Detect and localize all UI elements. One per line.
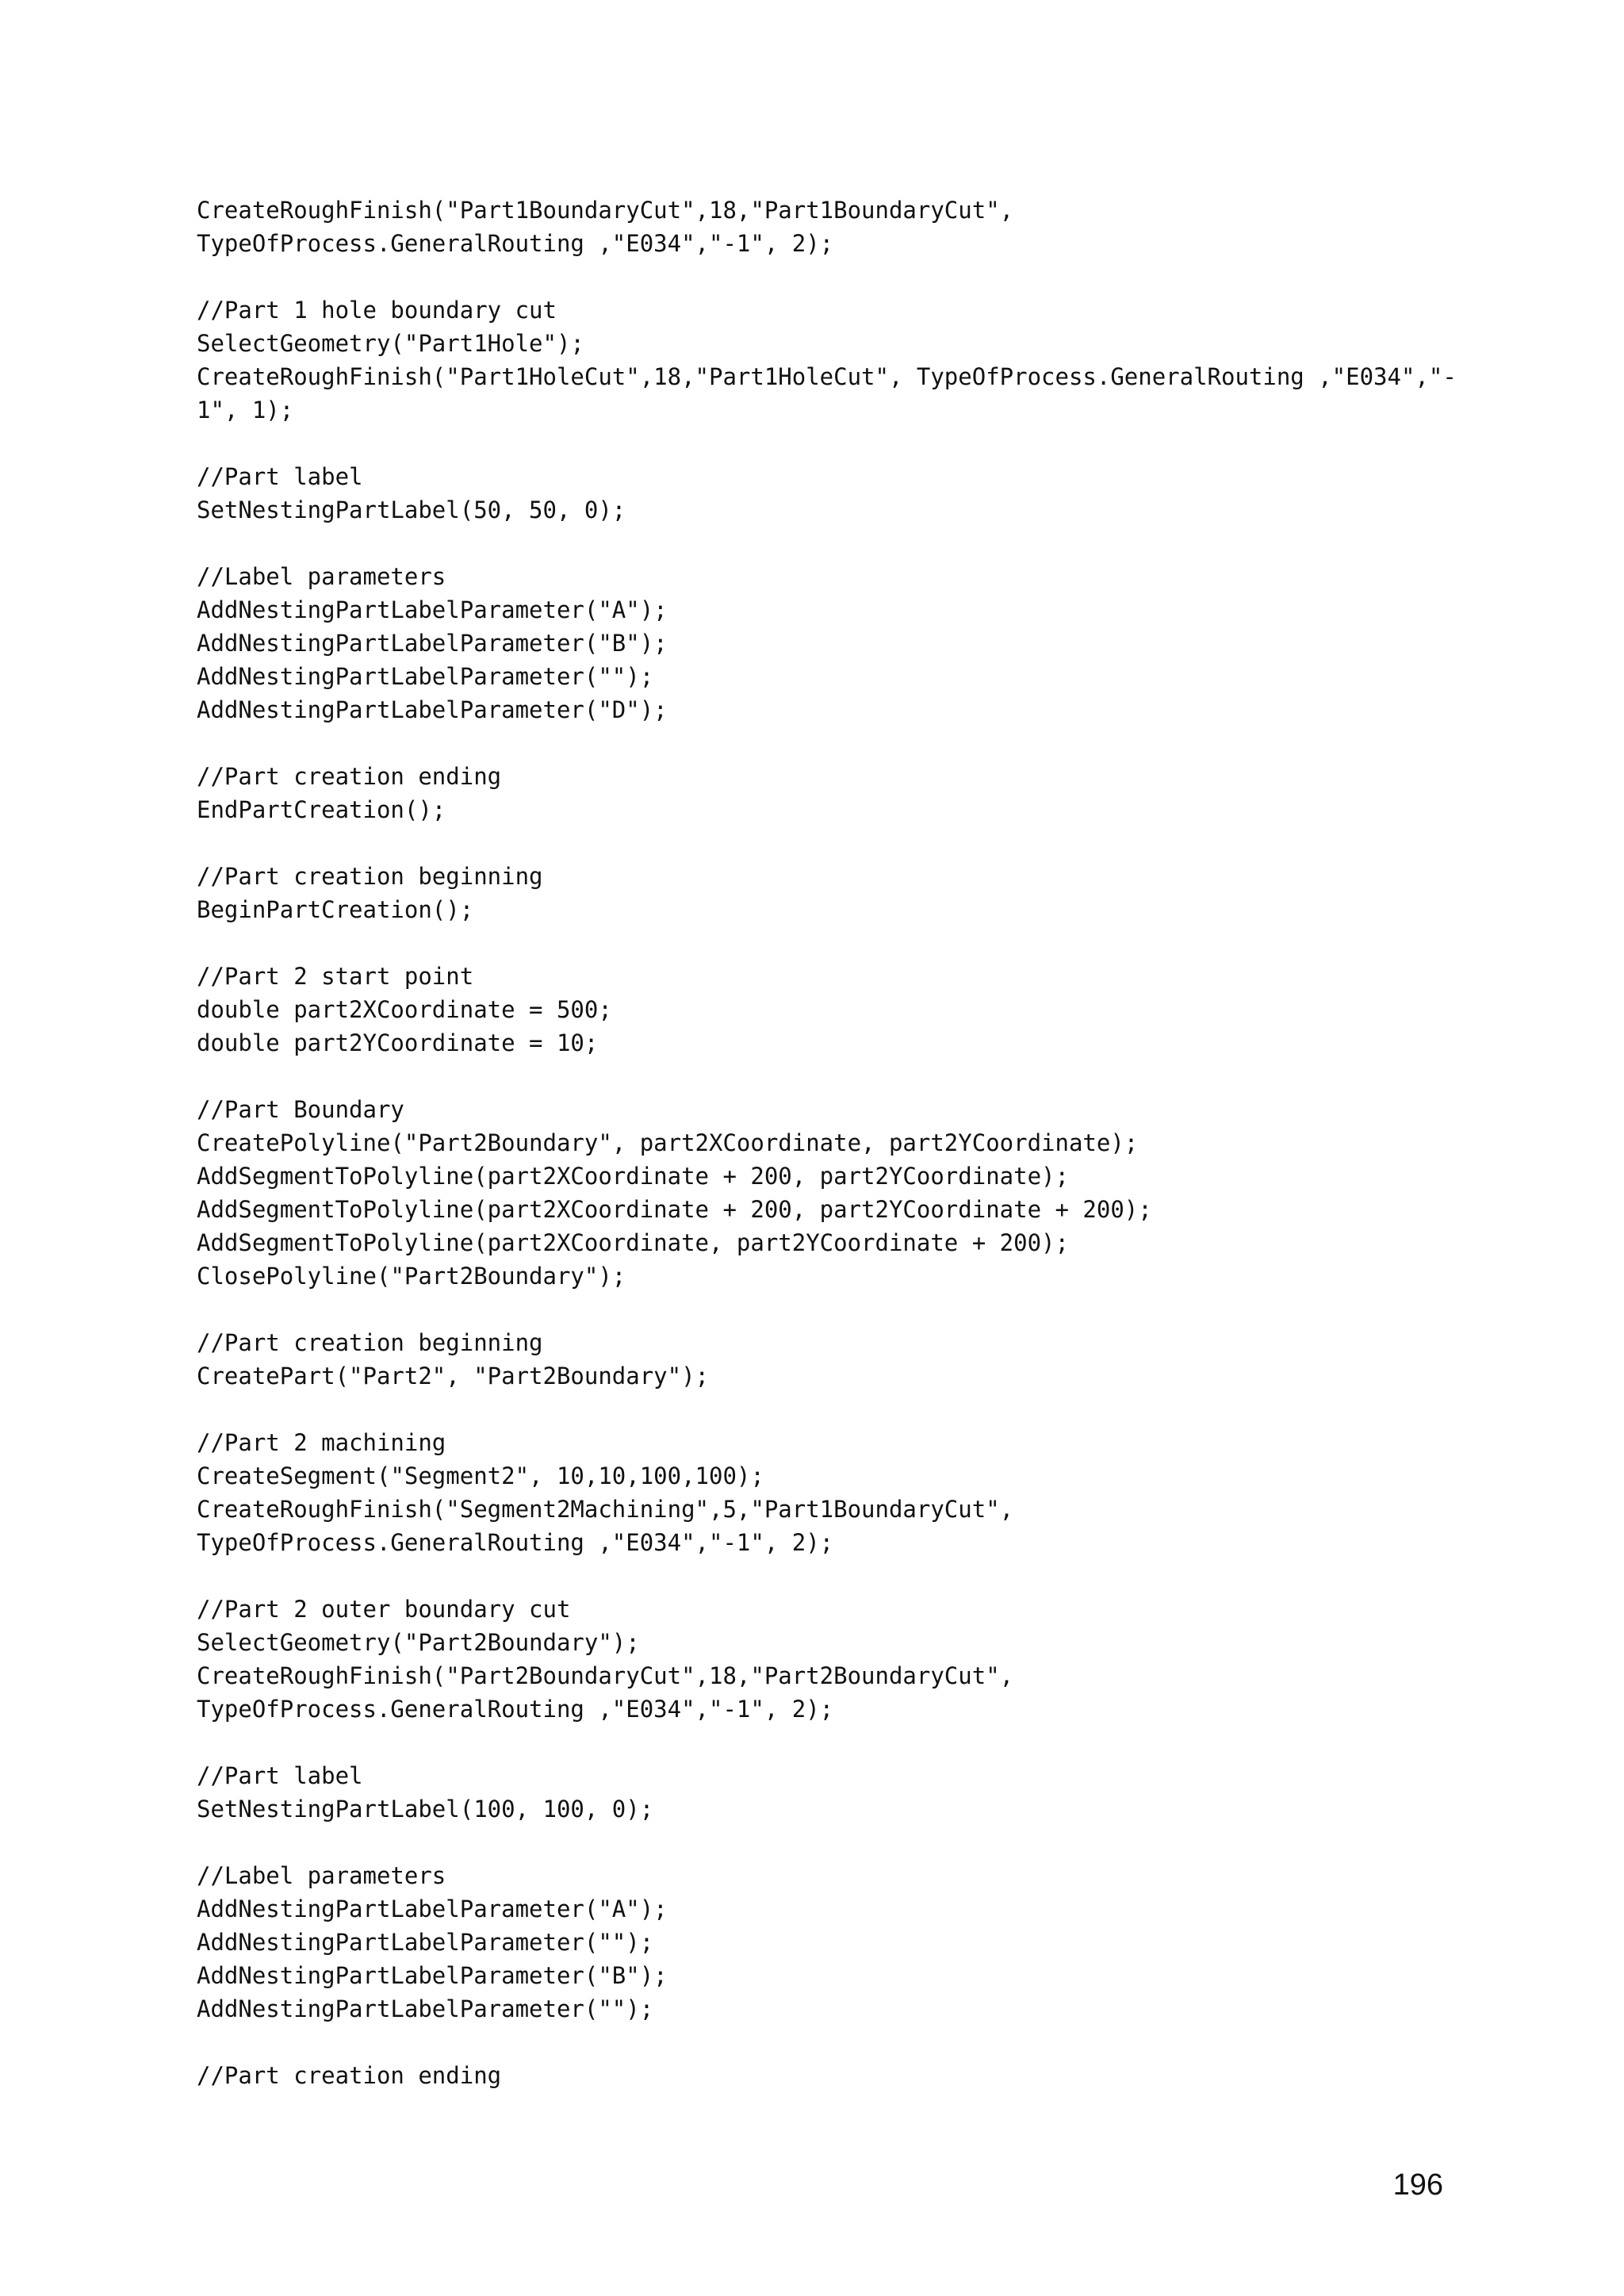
code-blank-line xyxy=(197,1293,1465,1326)
code-line: TypeOfProcess.GeneralRouting ,"E034","-1", 2); xyxy=(197,1529,834,1556)
code-line: double part2XCoordinate = 500; xyxy=(197,996,612,1023)
code-comment-line: //Label parameters xyxy=(197,563,446,590)
code-comment-line: //Part creation beginning xyxy=(197,863,543,890)
code-blank-line xyxy=(197,427,1465,460)
code-comment-line: //Part 2 start point xyxy=(197,963,474,990)
code-comment-line: //Part label xyxy=(197,463,363,490)
code-line: AddSegmentToPolyline(part2XCoordinate + 200, part2YCoordinate + 200); xyxy=(197,1196,1152,1223)
code-blank-line xyxy=(197,260,1465,293)
code-line: CreateSegment("Segment2", 10,10,100,100); xyxy=(197,1462,764,1489)
code-line: TypeOfProcess.GeneralRouting ,"E034","-1", 2); xyxy=(197,1696,834,1723)
code-blank-line xyxy=(197,1726,1465,1759)
code-line: CreateRoughFinish("Segment2Machining",5,"Part1BoundaryCut", xyxy=(197,1496,1014,1523)
code-line: 1", 1); xyxy=(197,397,294,424)
code-blank-line xyxy=(197,926,1465,960)
code-line: SelectGeometry("Part1Hole"); xyxy=(197,330,584,357)
code-comment-line: //Part label xyxy=(197,1762,363,1789)
code-comment-line: //Part creation beginning xyxy=(197,1329,543,1356)
code-comment-line: //Part Boundary xyxy=(197,1096,404,1123)
code-line: CreateRoughFinish("Part1HoleCut",18,"Part1HoleCut", TypeOfProcess.GeneralRouting ,"E034","- xyxy=(197,363,1457,390)
code-comment-line: //Part 2 machining xyxy=(197,1429,446,1456)
code-line: AddNestingPartLabelParameter("D"); xyxy=(197,696,668,723)
code-blank-line xyxy=(197,1559,1465,1593)
code-blank-line xyxy=(197,2026,1465,2059)
code-listing xyxy=(197,194,1465,2092)
code-line: CreatePart("Part2", "Part2Boundary"); xyxy=(197,1363,710,1389)
code-line: AddNestingPartLabelParameter(""); xyxy=(197,663,654,690)
code-line: AddNestingPartLabelParameter(""); xyxy=(197,1995,654,2022)
code-line: BeginPartCreation(); xyxy=(197,896,474,923)
code-line: double part2YCoordinate = 10; xyxy=(197,1029,599,1056)
code-blank-line xyxy=(197,527,1465,560)
code-blank-line xyxy=(197,1826,1465,1859)
code-line: AddNestingPartLabelParameter("B"); xyxy=(197,1962,668,1989)
code-line: EndPartCreation(); xyxy=(197,796,446,823)
page-number: 196 xyxy=(1392,2168,1443,2202)
code-line: CreatePolyline("Part2Boundary", part2XCoordinate, part2YCoordinate); xyxy=(197,1129,1139,1156)
code-line: SetNestingPartLabel(100, 100, 0); xyxy=(197,1796,654,1823)
code-comment-line: //Part 2 outer boundary cut xyxy=(197,1596,571,1623)
code-line: SelectGeometry("Part2Boundary"); xyxy=(197,1629,640,1656)
code-line: AddNestingPartLabelParameter("A"); xyxy=(197,1895,668,1922)
code-line: AddNestingPartLabelParameter(""); xyxy=(197,1929,654,1956)
code-blank-line xyxy=(197,726,1465,760)
code-comment-line: //Part creation ending xyxy=(197,2062,502,2089)
code-line: AddSegmentToPolyline(part2XCoordinate, part2YCoordinate + 200); xyxy=(197,1229,1069,1256)
code-comment-line: //Label parameters xyxy=(197,1862,446,1889)
code-line: AddSegmentToPolyline(part2XCoordinate + 200, part2YCoordinate); xyxy=(197,1163,1069,1190)
code-line: AddNestingPartLabelParameter("B"); xyxy=(197,630,668,657)
code-line: AddNestingPartLabelParameter("A"); xyxy=(197,596,668,623)
code-comment-line: //Part 1 hole boundary cut xyxy=(197,297,557,324)
code-blank-line xyxy=(197,1060,1465,1093)
code-blank-line xyxy=(197,1393,1465,1426)
code-line: TypeOfProcess.GeneralRouting ,"E034","-1", 2); xyxy=(197,230,834,257)
code-line: CreateRoughFinish("Part1BoundaryCut",18,"Part1BoundaryCut", xyxy=(197,197,1014,224)
code-line: CreateRoughFinish("Part2BoundaryCut",18,"Part2BoundaryCut", xyxy=(197,1662,1014,1689)
code-comment-line: //Part creation ending xyxy=(197,763,502,790)
code-blank-line xyxy=(197,826,1465,860)
code-line: SetNestingPartLabel(50, 50, 0); xyxy=(197,496,626,523)
code-line: ClosePolyline("Part2Boundary"); xyxy=(197,1263,626,1290)
